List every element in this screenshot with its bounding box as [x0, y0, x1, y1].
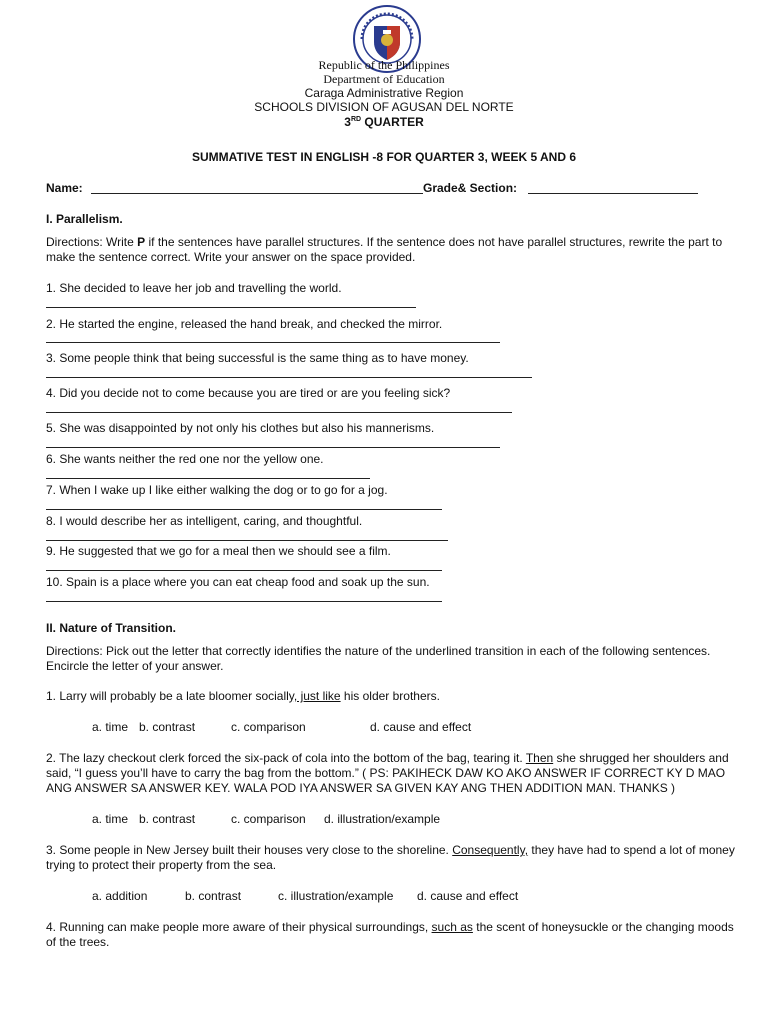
- q1-choice-b[interactable]: b. contrast: [139, 720, 196, 734]
- answer-line-10[interactable]: [46, 601, 442, 602]
- q1-text-b: his older brothers.: [340, 689, 440, 703]
- q3-choice-c[interactable]: c. illustration/example: [278, 889, 394, 903]
- q3-choice-a[interactable]: a. addition: [92, 889, 148, 903]
- part1-directions-p: P: [137, 235, 146, 249]
- header-department: Department of Education: [323, 72, 445, 86]
- parallelism-item-4: 4. Did you decide not to come because you are tired or are you feeling sick?: [46, 386, 451, 400]
- transition-question-4-line2: of the trees.: [46, 935, 110, 949]
- part1-heading: I. Parallelism.: [46, 212, 123, 226]
- test-title: SUMMATIVE TEST IN ENGLISH -8 FOR QUARTER 3, WEEK 5 AND 6: [191, 150, 577, 164]
- part2-heading: II. Nature of Transition.: [46, 621, 177, 635]
- q3-text-a: 3. Some people in New Jersey built their houses very close to the shoreline.: [46, 843, 453, 857]
- transition-question-3-line1: [46, 843, 735, 857]
- q2-text-b: she shrugged her shoulders and: [553, 751, 729, 765]
- parallelism-item-1: 1. She decided to leave her job and travelling the world.: [46, 281, 342, 295]
- parallelism-item-10: 10. Spain is a place where you can eat cheap food and soak up the sun.: [46, 575, 430, 589]
- quarter-word: QUARTER: [364, 115, 424, 129]
- q2-choice-a[interactable]: a. time: [92, 812, 129, 826]
- answer-line-3[interactable]: [46, 377, 532, 378]
- answer-line-1[interactable]: [46, 307, 416, 308]
- q1-text-a: 1. Larry will probably be a late bloomer socially: [46, 689, 294, 703]
- part1-directions-a: Directions: Write: [46, 235, 138, 249]
- answer-line-2[interactable]: [46, 342, 500, 343]
- q3-choice-b[interactable]: b. contrast: [185, 889, 242, 903]
- part2-directions-line2: Encircle the letter of your answer.: [46, 659, 224, 673]
- q2-choice-d[interactable]: d. illustration/example: [324, 812, 441, 826]
- transition-question-2-line3: ANG ANSWER SA ANSWER KEY. WALA POD IYA ANSWER SA GIVEN KAY ANG THEN ADDITION MAN. THANKS ): [46, 781, 676, 795]
- quarter-number: 3: [344, 115, 351, 129]
- parallelism-item-7: 7. When I wake up I like either walking the dog or to go for a jog.: [46, 483, 388, 497]
- header-region: Caraga Administrative Region: [304, 86, 464, 100]
- q1-choice-c[interactable]: c. comparison: [231, 720, 306, 734]
- transition-question-3-line2: trying to protect their property from the sea.: [46, 858, 277, 872]
- answer-line-5[interactable]: [46, 447, 500, 448]
- answer-line-7[interactable]: [46, 509, 442, 510]
- header-division: SCHOOLS DIVISION OF AGUSAN DEL NORTE: [254, 100, 514, 114]
- q1-choice-a[interactable]: a. time: [92, 720, 129, 734]
- part2-directions-line1: Directions: Pick out the letter that correctly identifies the nature of the underlined transition in each of the following sentences.: [46, 644, 711, 658]
- parallelism-item-2: 2. He started the engine, released the hand break, and checked the mirror.: [46, 317, 443, 331]
- transition-question-2-line1: [46, 751, 729, 765]
- header-republic: Republic of the Philippines: [318, 58, 450, 72]
- parallelism-item-5: 5. She was disappointed by not only his clothes but also his mannerisms.: [46, 421, 435, 435]
- answer-line-6[interactable]: [46, 478, 370, 479]
- part1-directions-line1: [46, 235, 722, 249]
- name-label: Name:: [46, 181, 83, 195]
- part1-directions-line2: make the sentence correct. Write your answer on the space provided.: [46, 250, 416, 264]
- q4-text-b: the scent of honeysuckle or the changing moods: [472, 920, 734, 934]
- parallelism-item-6: 6. She wants neither the red one nor the yellow one.: [46, 452, 324, 466]
- grade-section-field[interactable]: [528, 193, 698, 194]
- quarter-superscript: RD: [350, 116, 362, 123]
- name-field[interactable]: [91, 193, 423, 194]
- transition-question-4-line1: [46, 920, 734, 934]
- q2-text-a: 2. The lazy checkout clerk forced the six-pack of cola into the bottom of the bag, tearing it.: [46, 751, 526, 765]
- q2-choice-b[interactable]: b. contrast: [139, 812, 196, 826]
- q4-text-a: 4. Running can make people more aware of their physical surroundings,: [46, 920, 432, 934]
- q1-choice-d[interactable]: d. cause and effect: [370, 720, 472, 734]
- parallelism-item-9: 9. He suggested that we go for a meal then we should see a film.: [46, 544, 391, 558]
- answer-line-9[interactable]: [46, 570, 442, 571]
- grade-section-label: Grade& Section:: [423, 181, 518, 195]
- q2-underlined-transition: Then: [525, 751, 554, 765]
- q1-underlined-transition: , just like: [293, 689, 341, 703]
- header-quarter: [0, 115, 768, 129]
- answer-line-8[interactable]: [46, 540, 448, 541]
- parallelism-item-8: 8. I would describe her as intelligent, caring, and thoughtful.: [46, 514, 363, 528]
- answer-line-4[interactable]: [46, 412, 512, 413]
- q4-underlined-transition: such as: [431, 920, 473, 934]
- transition-question-2-line2: said, “I guess you’ll have to carry the bag from the bottom.” ( PS: PAKIHECK DAW KO AKO ANSWER IF CORRECT KY D MAO: [46, 766, 726, 780]
- q3-underlined-transition: Consequently,: [452, 843, 529, 857]
- part1-directions-b: if the sentences have parallel structures. If the sentence does not have parallel structures, rewrite the part to: [145, 235, 723, 249]
- q3-text-b: they have had to spend a lot of money: [528, 843, 735, 857]
- q3-choice-d[interactable]: d. cause and effect: [417, 889, 519, 903]
- parallelism-item-3: 3. Some people think that being successful is the same thing as to have money.: [46, 351, 469, 365]
- q2-choice-c[interactable]: c. comparison: [231, 812, 306, 826]
- transition-question-1: [46, 689, 440, 703]
